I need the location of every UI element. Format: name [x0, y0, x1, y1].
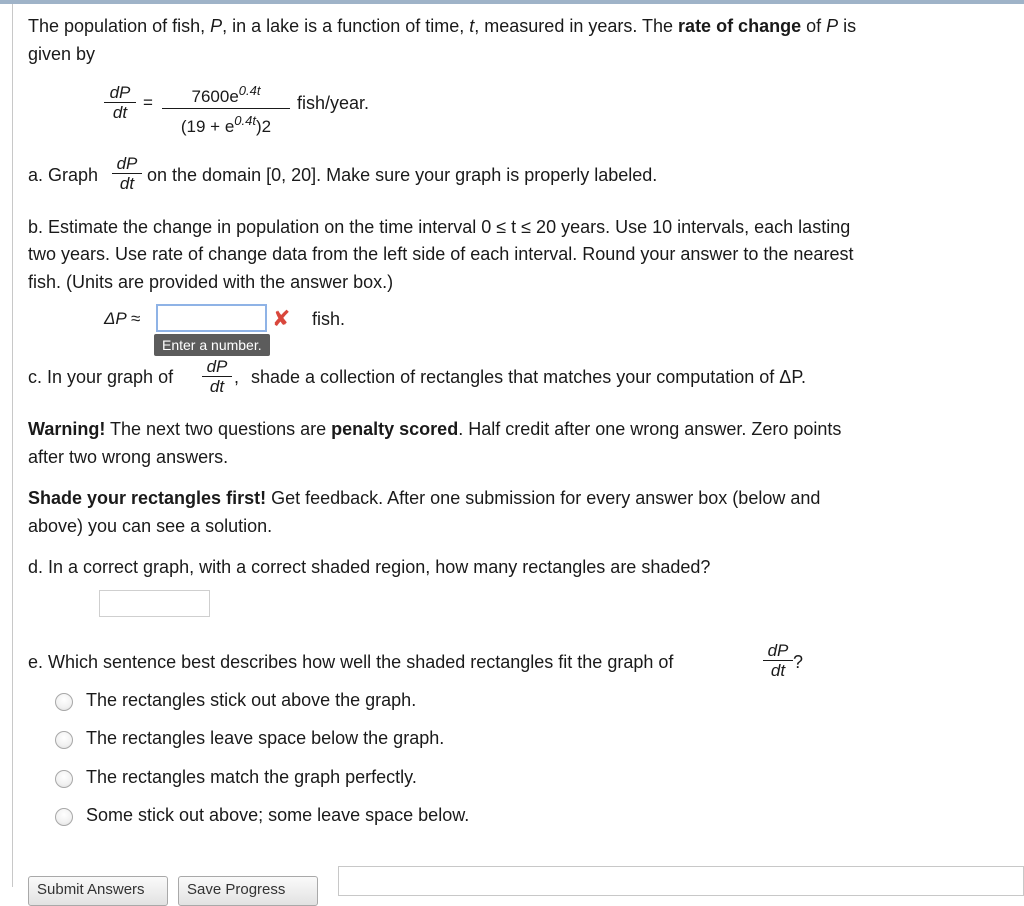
option-label-1[interactable]: The rectangles stick out above the graph. [86, 690, 417, 710]
bottom-panel [338, 866, 1024, 896]
eq-equals: = [143, 93, 153, 112]
frac-num: dP [763, 642, 793, 661]
intro-line-2: given by [28, 44, 96, 64]
eq-lhs-den: dt [112, 103, 128, 122]
content-frame-edge [12, 4, 13, 887]
penalty-bold: penalty scored [331, 419, 459, 439]
option-radio-4[interactable] [55, 808, 73, 826]
option-label-2[interactable]: The rectangles leave space below the graph. [86, 728, 445, 748]
frac-num: dP [112, 155, 142, 174]
part-b-line-2: two years. Use rate of change data from the left side of each interval. Round your answer to the nearest [28, 244, 854, 264]
part-a-suffix: on the domain [0, 20]. Make sure your graph is properly labeled. [147, 165, 658, 185]
part-b-line-1: b. Estimate the change in population on the time interval 0 ≤ t ≤ 20 years. Use 10 intervals, each lasting [28, 217, 851, 237]
top-border [0, 0, 1024, 4]
intro-text: The population of fish, [28, 16, 211, 36]
intro-line-1 [28, 15, 856, 37]
delta-p-input[interactable] [156, 304, 267, 332]
part-a-fraction [112, 155, 142, 194]
part-e-fraction [763, 642, 793, 681]
var-p: P [826, 16, 839, 36]
intro-text: , measured in years. The [474, 16, 679, 36]
option-label-3[interactable]: The rectangles match the graph perfectly. [86, 767, 417, 787]
part-e-prefix: e. Which sentence best describes how well the shaded rectangles fit the graph of [28, 652, 674, 672]
var-t: t [469, 16, 475, 36]
intro-bold: rate of change [678, 16, 802, 36]
part-c-suffix: shade a collection of rectangles that matches your computation of ΔP. [251, 367, 807, 387]
frac-num: dP [202, 358, 232, 377]
shade-line-2: above) you can see a solution. [28, 516, 273, 536]
warning-text: The next two questions are [105, 419, 332, 439]
part-e-qmark: ? [793, 652, 804, 672]
eq-rhs-den [162, 109, 290, 139]
frac-den: dt [770, 661, 786, 680]
enter-number-tooltip: Enter a number. [154, 334, 270, 356]
part-c-comma: , [234, 367, 240, 387]
eq-den-close: )2 [255, 117, 272, 136]
save-progress-button[interactable]: Save Progress [178, 876, 318, 906]
eq-num-exp: 0.4t [238, 83, 261, 98]
delta-p-units: fish. [312, 309, 346, 329]
eq-num-base: 7600e [191, 87, 239, 106]
delta-p-label: ΔP ≈ [104, 309, 141, 328]
var-p: P [210, 16, 223, 36]
option-radio-3[interactable] [55, 770, 73, 788]
part-d-question: d. In a correct graph, with a correct shaded region, how many rectangles are shaded? [28, 557, 711, 577]
option-radio-2[interactable] [55, 731, 73, 749]
eq-den-open: (19 + e [180, 117, 235, 136]
eq-lhs-fraction [104, 84, 136, 123]
part-c-fraction [202, 358, 232, 397]
shade-bold: Shade your rectangles first! [28, 488, 267, 508]
eq-den-exp: 0.4t [234, 113, 256, 128]
incorrect-x-icon: ✘ [272, 306, 291, 331]
intro-text: , in a lake is a function of time, [222, 16, 470, 36]
shade-line-1 [28, 487, 820, 509]
option-radio-1[interactable] [55, 693, 73, 711]
intro-text: is [838, 16, 857, 36]
submit-answers-button[interactable]: Submit Answers [28, 876, 168, 906]
shade-text: Get feedback. After one submission for every answer box (below and [266, 488, 821, 508]
frac-den: dt [119, 174, 135, 193]
rectangles-count-input[interactable] [99, 590, 210, 617]
eq-rhs-fraction [162, 80, 290, 139]
warning-text: . Half credit after one wrong answer. Zero points [458, 419, 842, 439]
warning-line-2: after two wrong answers. [28, 447, 229, 467]
option-label-4[interactable]: Some stick out above; some leave space below. [86, 805, 470, 825]
part-c-prefix: c. In your graph of [28, 367, 174, 387]
part-a-prefix: a. Graph [28, 165, 99, 185]
frac-den: dt [209, 377, 225, 396]
intro-text: of [801, 16, 827, 36]
warning-line-1 [28, 418, 841, 440]
eq-rhs-num [162, 80, 290, 109]
eq-lhs-num: dP [104, 84, 136, 103]
warning-bold: Warning! [28, 419, 106, 439]
eq-units: fish/year. [297, 93, 370, 113]
part-b-line-3: fish. (Units are provided with the answer box.) [28, 272, 394, 292]
